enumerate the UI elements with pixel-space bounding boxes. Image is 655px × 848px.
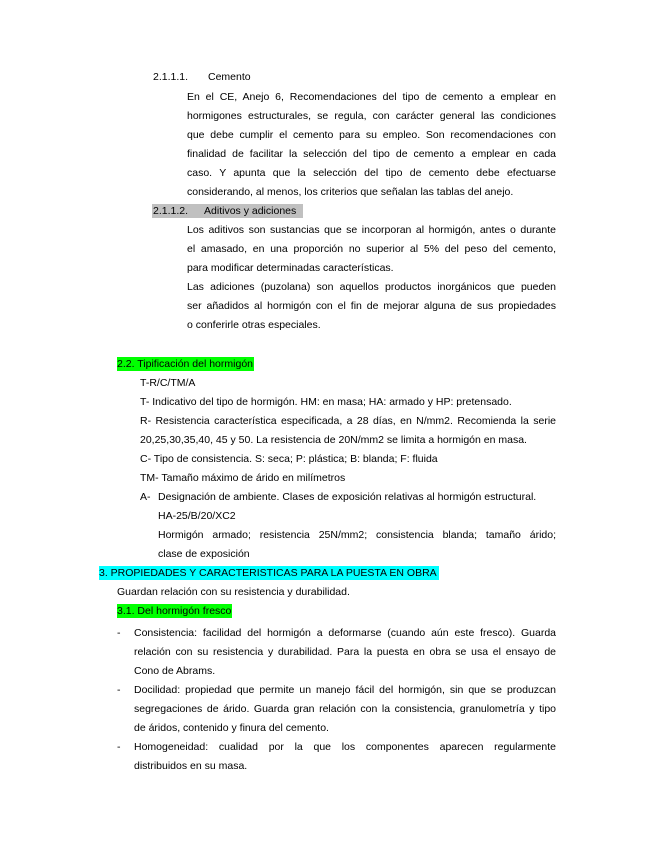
bullet-dash: - — [117, 627, 121, 639]
text-line: clase de exposición — [158, 548, 250, 560]
text-line: ser añadidos al hormigón con el fin de mejorar alguna de sus propiedades — [187, 300, 556, 312]
text-line: segregaciones de árido. Guarda gran relación con la consistencia, granulometría y tipo — [134, 703, 556, 715]
example-code: HA-25/B/20/XC2 — [158, 510, 236, 522]
text-line: C- Tipo de consistencia. S: seca; P: plástica; B: blanda; F: fluida — [140, 453, 438, 465]
text-line: Los aditivos son sustancias que se incorporan al hormigón, antes o durante — [187, 224, 556, 236]
text-line: Docilidad: propiedad que permite un manejo fácil del hormigón, sin que se produzcan — [134, 684, 556, 696]
section-number: 2.1.1.1. — [153, 71, 189, 83]
bullet-dash: - — [117, 684, 121, 696]
list-prefix: A- — [140, 491, 151, 503]
text-line: 20,25,30,35,40, 45 y 50. La resistencia de 20N/mm2 se limita a hormigón en masa. — [140, 434, 527, 446]
text-line: de áridos, contenido y finura del cemento. — [134, 722, 329, 734]
text-line: o conferirle otras especiales. — [187, 319, 321, 331]
text-line: caso. Y apunta que la selección del tipo de cemento debe efectuarse — [187, 167, 556, 179]
section-heading: Cemento — [208, 71, 251, 83]
text-line: Homogeneidad: cualidad por la que los componentes aparecen regularmente — [134, 741, 556, 753]
section-heading-highlighted — [152, 204, 303, 218]
text-line: Cono de Abrams. — [134, 665, 216, 677]
bullet-dash: - — [117, 741, 121, 753]
section-heading: Aditivos y adiciones — [204, 205, 297, 217]
text-line: R- Resistencia característica especificada, a 28 días, en N/mm2. Recomienda la serie — [140, 415, 556, 427]
text-line: Hormigón armado; resistencia 25N/mm2; consistencia blanda; tamaño árido; — [158, 529, 556, 541]
text-line: Las adiciones (puzolana) son aquellos productos inorgánicos que pueden — [187, 281, 556, 293]
designation-formula: T-R/C/TM/A — [140, 377, 196, 389]
section-number: 2.1.1.2. — [153, 205, 189, 217]
text-line: el amasado, en una proporción no superior al 5% del peso del cemento, — [187, 243, 556, 255]
chapter-heading-highlighted: 3. PROPIEDADES Y CARACTERISTICAS PARA LA PUESTA EN OBRA — [99, 567, 437, 579]
text-line: distribuidos en su masa. — [134, 760, 248, 772]
text-line: relación con su resistencia y durabilidad. Para la puesta en obra se usa el ensayo de — [134, 646, 556, 658]
section-heading-highlighted: 2.2. Tipificación del hormigón — [117, 358, 253, 370]
text-line: Consistencia: facilidad del hormigón a deformarse (cuando aún este fresco). Guarda — [134, 627, 556, 639]
text-line: Guardan relación con su resistencia y durabilidad. — [117, 586, 350, 598]
text-line: T- Indicativo del tipo de hormigón. HM: en masa; HA: armado y HP: pretensado. — [140, 396, 512, 408]
text-line: finalidad de facilitar la selección del tipo de cemento a emplear en cada — [187, 148, 556, 160]
text-line: Designación de ambiente. Clases de exposición relativas al hormigón estructural. — [158, 491, 537, 503]
section-heading-highlighted: 3.1. Del hormigón fresco — [117, 605, 232, 617]
text-line: considerando, al menos, los criterios que señalan las tablas del anejo. — [187, 186, 514, 198]
text-line: TM- Tamaño máximo de árido en milímetros — [140, 472, 346, 484]
text-line: para modificar determinadas características. — [187, 262, 394, 274]
text-line: En el CE, Anejo 6, Recomendaciones del tipo de cemento a emplear en — [187, 91, 556, 103]
text-line: hormigones estructurales, se regula, con carácter general las condiciones — [187, 110, 556, 122]
text-line: que debe cumplir el cemento para su empleo. Son recomendaciones con — [187, 129, 556, 141]
